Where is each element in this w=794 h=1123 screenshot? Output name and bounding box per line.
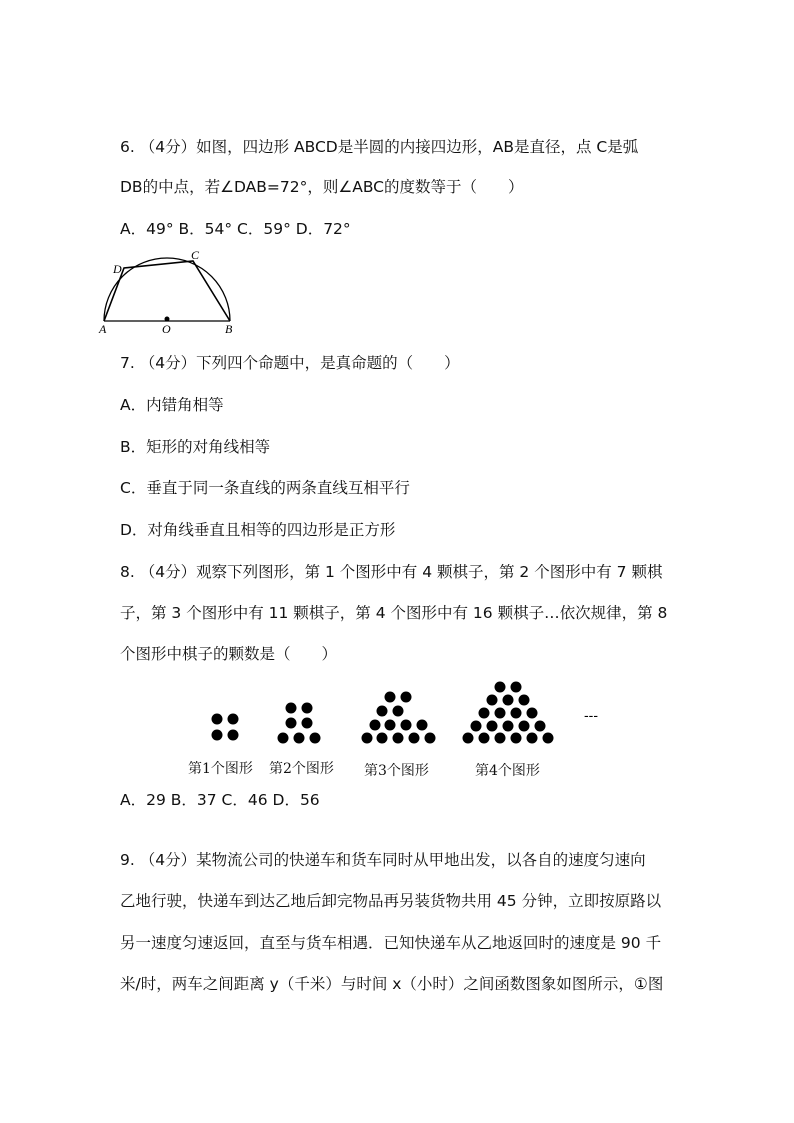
q7-option-a: A．内错角相等 bbox=[120, 396, 224, 414]
pattern-4 bbox=[463, 682, 554, 744]
pattern-1 bbox=[212, 714, 239, 741]
q9-stem-line3: 另一速度匀速返回，直至与货车相遇．已知快递车从乙地返回时的速度是 90 千 bbox=[120, 934, 662, 952]
q7-stem: 7. （4分）下列四个命题中，是真命题的（ ） bbox=[120, 354, 460, 372]
label-c: C bbox=[191, 248, 200, 262]
chess-pieces-patterns bbox=[200, 676, 620, 751]
semicircle-figure bbox=[96, 246, 246, 338]
caption-figure-2: 第2个图形 bbox=[269, 761, 334, 777]
label-d: D bbox=[113, 262, 122, 276]
q8-stem-line2: 子，第 3 个图形中有 11 颗棋子，第 4 个图形中有 16 颗棋子…依次规律，第 8 bbox=[120, 604, 668, 622]
q9-stem-line4: 米/时，两车之间距离 y（千米）与时间 x（小时）之间函数图象如图所示，①图 bbox=[120, 975, 664, 993]
q9-stem-line1: 9. （4分）某物流公司的快递车和货车同时从甲地出发，以各自的速度匀速向 bbox=[120, 851, 646, 869]
q6-stem-line1: 6. （4分）如图，四边形 ABCD是半圆的内接四边形，AB是直径，点 C是弧 bbox=[120, 138, 639, 156]
caption-figure-4: 第4个图形 bbox=[475, 763, 540, 779]
caption-figure-1: 第1个图形 bbox=[188, 761, 253, 777]
q8-stem-line1: 8. （4分）观察下列图形，第 1 个图形中有 4 颗棋子，第 2 个图形中有 7 颗棋 bbox=[120, 563, 663, 581]
label-o: O bbox=[162, 322, 171, 336]
quadrilateral-abcd bbox=[104, 261, 230, 321]
label-a: A bbox=[99, 322, 107, 336]
label-b: B bbox=[225, 322, 233, 336]
pattern-2 bbox=[278, 703, 321, 744]
q7-option-d: D．对角线垂直且相等的四边形是正方形 bbox=[120, 521, 396, 539]
q6-options: A．49° B．54° C．59° D．72° bbox=[120, 220, 351, 238]
q9-stem-line2: 乙地行驶，快递车到达乙地后卸完物品再另装货物共用 45 分钟，立即按原路以 bbox=[120, 892, 662, 910]
center-point bbox=[165, 317, 170, 322]
q8-stem-line3: 个图形中棋子的颗数是（ ） bbox=[120, 645, 338, 663]
q7-option-b: B．矩形的对角线相等 bbox=[120, 438, 271, 456]
q6-stem-line2: DB的中点，若∠DAB=72°，则∠ABC的度数等于（ ） bbox=[120, 178, 524, 196]
caption-figure-3: 第3个图形 bbox=[364, 763, 429, 779]
q7-option-c: C．垂直于同一条直线的两条直线互相平行 bbox=[120, 479, 410, 497]
q8-options: A．29 B．37 C．46 D．56 bbox=[120, 791, 320, 809]
pattern-3 bbox=[362, 692, 436, 744]
pattern-ellipsis: --- bbox=[584, 707, 598, 723]
